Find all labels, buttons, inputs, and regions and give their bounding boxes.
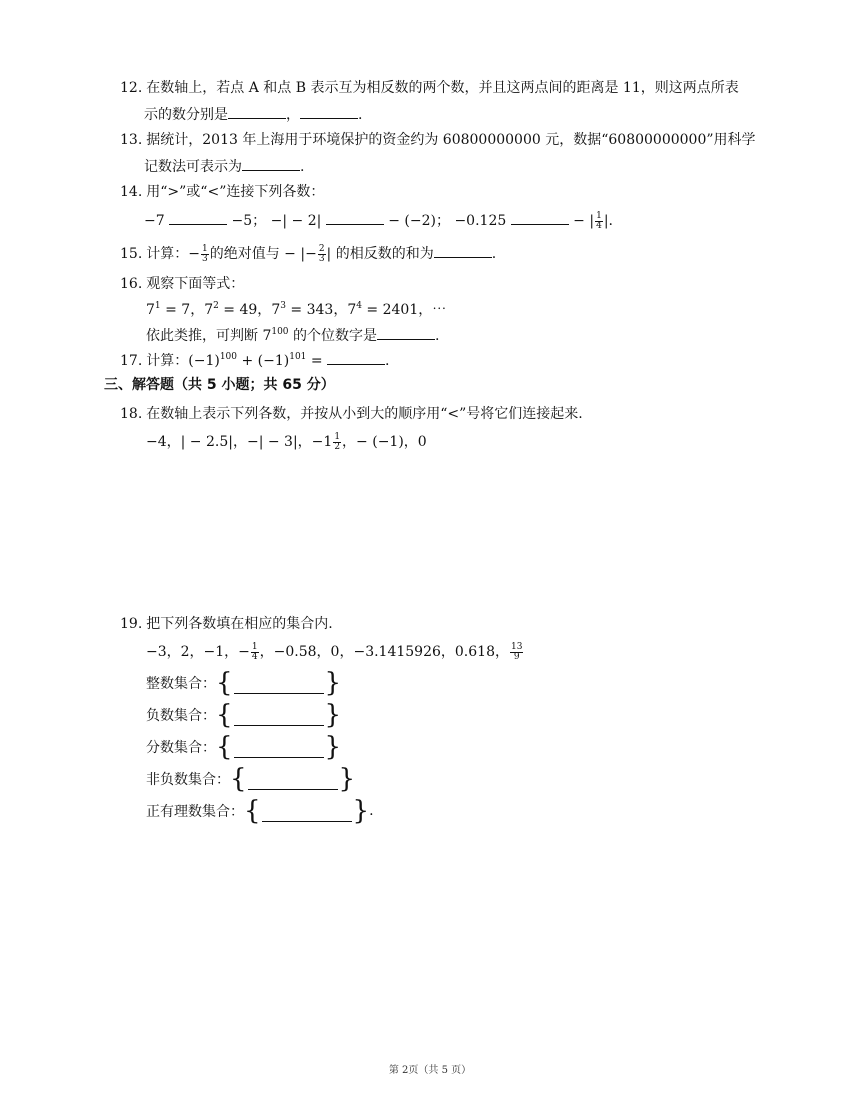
question-15 (120, 243, 496, 264)
question-12-line1 (120, 78, 739, 98)
separator: ， (286, 107, 300, 123)
question-number: 13. (120, 132, 143, 148)
math-expr: −5； (231, 213, 267, 229)
question-16-line2 (146, 300, 446, 320)
question-17 (120, 350, 390, 371)
math-base: 7 (204, 302, 214, 318)
question-18-line2 (146, 432, 427, 452)
question-number: 17. (120, 353, 143, 369)
brace-close: } (324, 668, 342, 698)
question-14-line1 (120, 182, 324, 202)
question-text: 在数轴上表示下列各数，并按从小到大的顺序用“<”号将它们连接起来. (146, 406, 583, 422)
math-expr: + (−1) (237, 353, 290, 369)
question-16-line1 (120, 274, 244, 294)
brace-open: { (230, 764, 247, 794)
brace-close: } (338, 764, 356, 794)
set-answer-box[interactable] (234, 737, 324, 758)
set-label: 正有理数集合： (146, 804, 244, 820)
set-answer-box[interactable] (234, 705, 324, 726)
exponent: 1 (154, 301, 161, 311)
question-number: 15. (120, 246, 143, 262)
math-base: 7 (146, 302, 155, 318)
fraction: $\frac{1}{4}$ (251, 641, 258, 662)
question-text: 用“>”或“<”连接下列各数： (146, 184, 325, 200)
question-13-line1 (120, 130, 756, 150)
answer-blank[interactable] (326, 210, 384, 225)
exponent: 100 (219, 352, 238, 362)
question-text: 计算：− (146, 246, 200, 262)
math-expr: −| − 2| (270, 213, 322, 229)
math-expr: −4，| − 2.5|，−| − 3|，−1 (146, 434, 333, 450)
answer-blank[interactable] (300, 104, 358, 119)
question-text: 在数轴上，若点 A 和点 B 表示互为相反数的两个数，并且这两点间的距离是 11，则这两点所表 (146, 80, 739, 96)
math-expr: = 2401，⋯ (361, 302, 447, 318)
set-label: 负数集合： (146, 708, 216, 724)
question-text: 记数法可表示为 (144, 159, 242, 175)
question-number: 12. (120, 80, 143, 96)
answer-blank[interactable] (434, 243, 492, 258)
question-number: 16. (120, 276, 143, 292)
brace-open: { (216, 668, 233, 698)
answer-blank[interactable] (511, 210, 569, 225)
period: . (358, 107, 363, 123)
set-answer-box[interactable] (248, 769, 338, 790)
math-expr: −3，2，−1，− (146, 644, 250, 660)
math-expr: = (306, 353, 328, 369)
page-footer: 第 2页（共 5 页） (388, 1065, 472, 1076)
math-expr: = 7， (160, 302, 205, 318)
fraction: $\frac{13}{9}$ (510, 641, 523, 662)
math-expr: = 49， (218, 302, 272, 318)
brace-open: { (244, 796, 261, 826)
set-negative-row (146, 702, 341, 728)
set-fraction-row (146, 734, 341, 760)
math-expr: −7 (144, 213, 165, 229)
exponent: 100 (271, 327, 289, 337)
math-expr: − | (573, 213, 595, 229)
set-label: 非负数集合： (146, 772, 230, 788)
question-12-line2 (144, 104, 362, 125)
set-integer-row (146, 670, 341, 696)
answer-blank[interactable] (327, 350, 385, 365)
period: . (385, 353, 390, 369)
brace-close: } (352, 796, 370, 826)
exponent: 3 (280, 301, 286, 311)
question-16-line3 (146, 325, 439, 346)
exponent: 4 (356, 301, 362, 311)
question-13-line2 (144, 156, 304, 177)
math-expr: ，− (−1)，0 (342, 434, 427, 450)
set-label: 整数集合： (146, 676, 216, 692)
question-19-line1 (120, 614, 333, 634)
question-text: 把下列各数填在相应的集合内. (146, 616, 333, 632)
answer-blank[interactable] (242, 156, 300, 171)
math-base: 7 (347, 302, 357, 318)
brace-open: { (216, 700, 233, 730)
math-base: 7 (271, 302, 281, 318)
question-19-line2 (146, 642, 524, 662)
math-expr: − (−2)； (388, 213, 450, 229)
exponent: 2 (213, 301, 219, 311)
question-text: 观察下面等式： (146, 276, 245, 292)
set-answer-box[interactable] (262, 801, 352, 822)
brace-open: { (216, 732, 233, 762)
answer-blank[interactable] (228, 104, 286, 119)
question-text: 的绝对值与 − |− (209, 246, 317, 262)
period: . (435, 328, 440, 344)
question-text: 据统计，2013 年上海用于环境保护的资金约为 60800000000 元，数据“60800000000”用科学 (146, 132, 756, 148)
math-expr: = 343， (285, 302, 348, 318)
fraction: $\frac{1}{2}$ (334, 431, 341, 452)
period: . (369, 803, 374, 819)
answer-blank[interactable] (377, 325, 435, 340)
question-text: | 的相反数的和为 (326, 246, 434, 262)
math-expr: |. (603, 213, 613, 229)
math-expr: ，−0.58，0，−3.1415926，0.618， (259, 644, 509, 660)
question-number: 14. (120, 184, 143, 200)
question-text: 依此类推，可判断 7 (146, 328, 272, 344)
exponent: 101 (289, 352, 307, 362)
question-18-line1 (120, 404, 583, 424)
question-14-line2 (144, 210, 613, 231)
fraction: $\frac{1}{3}$ (202, 243, 208, 264)
question-text: 的个位数字是 (288, 328, 377, 344)
brace-close: } (324, 732, 342, 762)
brace-close: } (324, 700, 342, 730)
math-expr: 计算：(−1) (146, 353, 220, 369)
fraction: $\frac{2}{3}$ (318, 243, 325, 264)
section-title: 三、解答题（共 5 小题；共 65 分） (104, 377, 335, 393)
set-positive-rational-row (146, 798, 374, 824)
set-label: 分数集合： (146, 740, 216, 756)
math-expr: −0.125 (454, 213, 507, 229)
question-text: 示的数分别是 (144, 107, 228, 123)
question-number: 19. (120, 616, 143, 632)
period: . (300, 159, 305, 175)
set-answer-box[interactable] (234, 673, 324, 694)
set-nonnegative-row (146, 766, 355, 792)
period: . (491, 246, 497, 262)
fraction: $\frac{1}{4}$ (596, 210, 602, 231)
answer-blank[interactable] (169, 210, 227, 225)
question-number: 18. (120, 406, 143, 422)
